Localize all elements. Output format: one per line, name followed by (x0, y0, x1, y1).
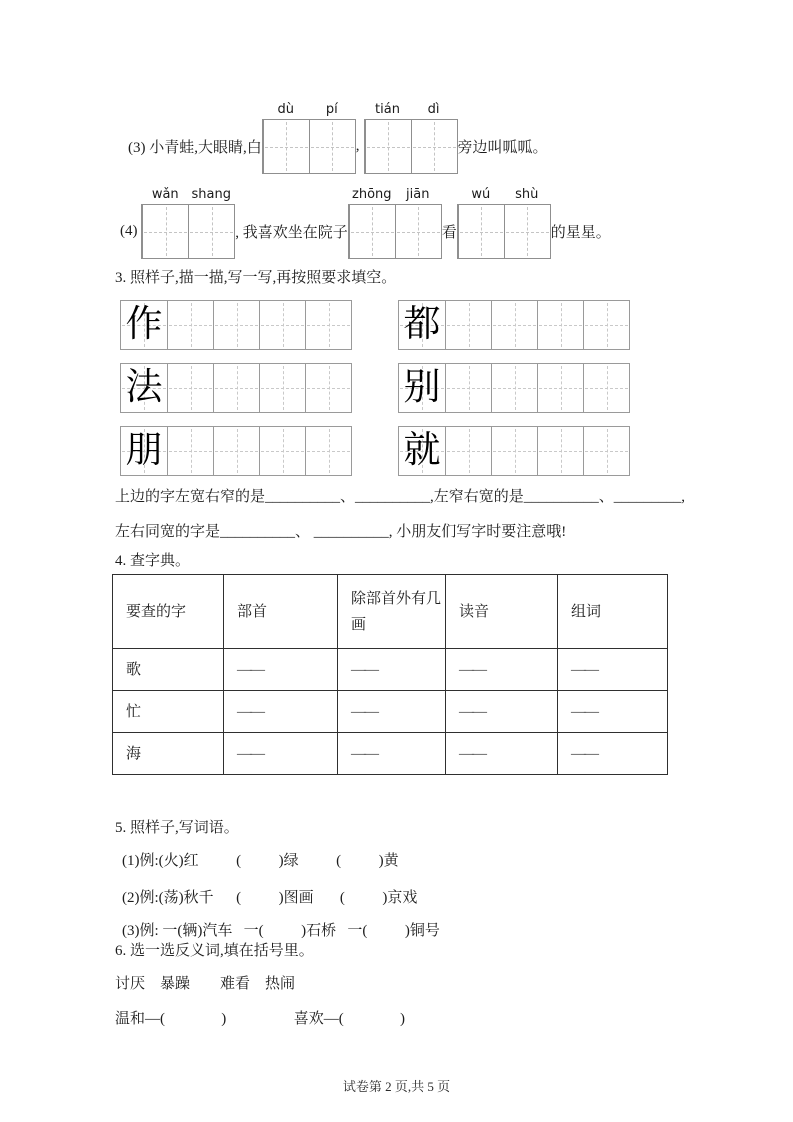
q3-note-line1: 上边的字左宽右窄的是__________、__________,左窄右宽的是__________、_________, (115, 489, 686, 505)
writing-cell (458, 205, 504, 258)
writing-cell (504, 205, 550, 258)
header-cell: 读音 (446, 575, 558, 649)
writing-cell (167, 364, 213, 412)
header-cell: 除部首外有几画 (338, 575, 446, 649)
pinyin-box-pair-wushu (457, 187, 551, 259)
writing-cell (213, 427, 259, 475)
writing-cell (583, 364, 629, 412)
writing-cell (349, 205, 395, 258)
pinyin-box-pair-wanshang (141, 187, 235, 259)
blank-line: —— (571, 703, 597, 720)
writing-cell (259, 364, 305, 412)
model-character: 作 (125, 304, 163, 345)
writing-cell (411, 120, 457, 173)
q2-item3-comma: , (355, 138, 360, 154)
model-cell (399, 301, 445, 349)
pinyin-labels (458, 187, 550, 203)
model-cell (121, 364, 167, 412)
pinyin-label: dù (277, 102, 294, 117)
writing-cell (395, 205, 441, 258)
header-cell: 要查的字 (113, 575, 224, 649)
practice-row-fa (120, 363, 352, 413)
blank-line: —— (459, 745, 485, 762)
pinyin-label: dì (427, 102, 440, 117)
model-cell (121, 427, 167, 475)
writing-cell (537, 427, 583, 475)
blank-line: —— (351, 703, 377, 720)
pinyin-box-pair-zhongjian (348, 187, 442, 259)
model-character: 就 (403, 430, 441, 471)
pinyin-box-pair-tiandi (364, 102, 458, 174)
blank-line: —— (459, 703, 485, 720)
writing-cell (491, 301, 537, 349)
model-cell (399, 427, 445, 475)
model-cell (399, 364, 445, 412)
q5-line-3: (3)例: 一(辆)汽车 一( )石桥 一( )铜号 (122, 923, 440, 939)
writing-cell (305, 364, 351, 412)
blank-line: —— (237, 661, 263, 678)
q6-answer-line: 温和—( ) 喜欢—( ) (115, 1011, 405, 1027)
blank-line: —— (459, 661, 485, 678)
pinyin-label: jiān (406, 187, 430, 202)
q2-item4-row (120, 187, 611, 259)
q6-title: 6. 选一选反义词,填在括号里。 (115, 943, 314, 959)
q2-item3-suffix: 旁边叫呱呱。 (457, 140, 548, 156)
pinyin-label: pí (325, 102, 338, 117)
blank-line: —— (351, 661, 377, 678)
writing-cell (188, 205, 234, 258)
q5-title: 5. 照样子,写词语。 (115, 820, 239, 836)
writing-cell (259, 427, 305, 475)
table-row (113, 733, 668, 775)
lookup-character: 歌 (113, 649, 224, 691)
writing-cell (445, 364, 491, 412)
q2-item4-mid2: 看 (441, 225, 457, 241)
blank-line: —— (351, 745, 377, 762)
writing-cell (537, 301, 583, 349)
page-footer: 试卷第 2 页,共 5 页 (342, 1079, 451, 1094)
q2-item3-label: (3) 小青蛙,大眼睛,白 (128, 140, 262, 156)
q3-note-line2: 左右同宽的字是__________、 __________, 小朋友们写字时要注意哦! (115, 524, 567, 540)
writing-cell (167, 427, 213, 475)
model-character: 都 (403, 304, 441, 345)
q2-item3-row (128, 102, 548, 174)
blank-line: —— (237, 703, 263, 720)
table-header-row (113, 575, 668, 649)
writing-cell (365, 120, 411, 173)
lookup-character: 忙 (113, 691, 224, 733)
blank-line: —— (571, 661, 597, 678)
pinyin-labels (349, 187, 441, 203)
writing-cell (305, 427, 351, 475)
pinyin-label: wú (471, 187, 491, 202)
writing-cell (142, 205, 188, 258)
q2-item4-label: (4) (120, 223, 142, 239)
table-row (113, 649, 668, 691)
writing-cell (167, 301, 213, 349)
table-row (113, 691, 668, 733)
writing-cell (309, 120, 355, 173)
pinyin-labels (142, 187, 234, 203)
pinyin-label: tián (375, 102, 400, 117)
practice-row-jiu (398, 426, 630, 476)
q2-item4-mid1: , 我喜欢坐在院子 (235, 225, 348, 241)
pinyin-label: wǎn (151, 187, 179, 202)
writing-cell (491, 364, 537, 412)
dictionary-table (112, 574, 668, 775)
q5-line-1: (1)例:(火)红 ( )绿 ( )黄 (122, 853, 399, 869)
writing-cell (583, 427, 629, 475)
writing-cell (213, 364, 259, 412)
writing-cell (491, 427, 537, 475)
pinyin-labels (263, 102, 355, 118)
model-character: 朋 (125, 430, 163, 471)
writing-cell (263, 120, 309, 173)
q3-title: 3. 照样子,描一描,写一写,再按照要求填空。 (115, 270, 397, 286)
model-character: 法 (125, 367, 163, 408)
q6-word-bank: 讨厌 暴躁 难看 热闹 (115, 976, 296, 992)
writing-cell (537, 364, 583, 412)
pinyin-box-pair-dupi (262, 102, 356, 174)
writing-cell (259, 301, 305, 349)
practice-row-zuo (120, 300, 352, 350)
writing-cell (445, 301, 491, 349)
writing-cell (583, 301, 629, 349)
header-cell: 部首 (224, 575, 338, 649)
writing-cell (305, 301, 351, 349)
pinyin-label: shù (515, 187, 539, 202)
practice-row-bie (398, 363, 630, 413)
q5-line-2: (2)例:(荡)秋千 ( )图画 ( )京戏 (122, 890, 418, 906)
model-cell (121, 301, 167, 349)
model-character: 别 (403, 367, 441, 408)
q4-title: 4. 查字典。 (115, 553, 191, 569)
header-cell: 组词 (558, 575, 668, 649)
lookup-character: 海 (113, 733, 224, 775)
writing-cell (213, 301, 259, 349)
pinyin-labels (365, 102, 457, 118)
pinyin-label: shang (191, 187, 231, 202)
practice-row-peng (120, 426, 352, 476)
q2-item4-suffix: 的星星。 (550, 225, 611, 241)
pinyin-label: zhōng (352, 187, 392, 202)
blank-line: —— (571, 745, 597, 762)
practice-row-dou (398, 300, 630, 350)
writing-cell (445, 427, 491, 475)
blank-line: —— (237, 745, 263, 762)
